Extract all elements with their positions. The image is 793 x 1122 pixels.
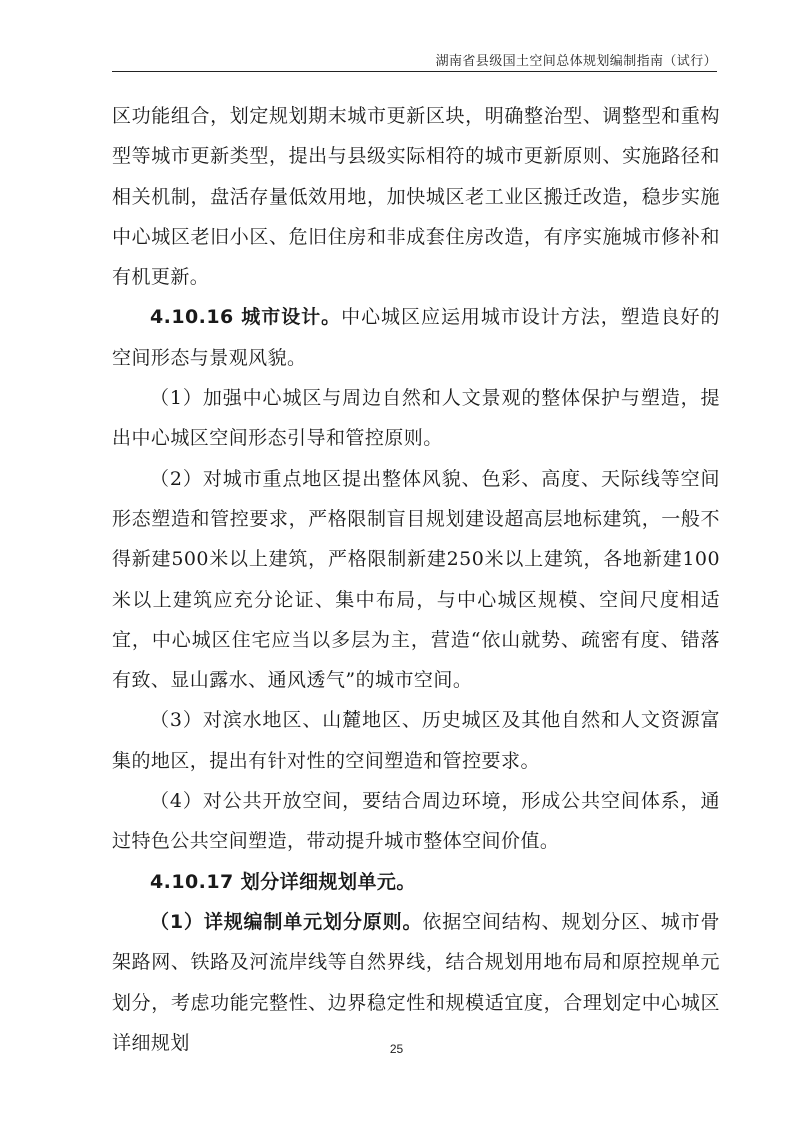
paragraph-urban-renewal-continued: 区功能组合，划定规划期末城市更新区块，明确整治型、调整型和重构型等城市更新类型，提出与县级实际相符的城市更新原则、实施路径和相关机制，盘活存量低效用地，加快城区老工业区搬迁改造，稳步实施中心城区老旧小区、危旧住房和非成套住房改造，有序实施城市修补和有机更新。 [112, 105, 720, 289]
page-number: 25 [389, 1042, 404, 1056]
section-heading-4-10-17: 4.10.17 划分详细规划单元。 [150, 870, 416, 893]
section-heading-4-10-16: 4.10.16 城市设计。 [150, 306, 342, 329]
paragraph-text: 中心城区应运用城市设计方法，塑造良好的空间形态与景观风貌。 [112, 306, 720, 369]
paragraph-item-1: （1）加强中心城区与周边自然和人文景观的整体保护与塑造，提出中心城区空间形态引导和管控原则。 [112, 387, 720, 450]
paragraph-text: 依据空间结构、规划分区、城市骨架路网、铁路及河流岸线等自然界线，结合规划用地布局和原控规单元划分，考虑功能完整性、边界稳定性和规模适宜度，合理划定中心城区详细规划 [112, 910, 720, 1054]
paragraph-item-2: （2）对城市重点地区提出整体风貌、色彩、高度、天际线等空间形态塑造和管控要求，严格限制盲目规划建设超高层地标建筑，一般不得新建500米以上建筑，严格限制新建250米以上建筑，各地新建100米以上建筑应充分论证、集中布局，与中心城区规模、空间尺度相适宜，中心城区住宅应当以多层为主，营造“依山就势、疏密有度、错落有致、显山露水、通风透气”的城市空间。 [112, 467, 720, 692]
paragraph-unit-division-principle [112, 902, 720, 1063]
page-header [112, 0, 717, 72]
subsection-heading: （1）详规编制单元划分原则。 [150, 910, 423, 933]
document-body [112, 96, 720, 1063]
header-title: 湖南省县级国土空间总体规划编制指南（试行） [435, 54, 717, 69]
paragraph-item-3: （3）对滨水地区、山麓地区、历史城区及其他自然和人文资源富集的地区，提出有针对性的空间塑造和管控要求。 [112, 709, 720, 772]
paragraph-detailed-planning-units [112, 862, 720, 902]
paragraph-urban-design [112, 297, 720, 378]
paragraph-item-4: （4）对公共开放空间，要结合周边环境，形成公共空间体系，通过特色公共空间塑造，带动提升城市整体空间价值。 [112, 790, 720, 853]
